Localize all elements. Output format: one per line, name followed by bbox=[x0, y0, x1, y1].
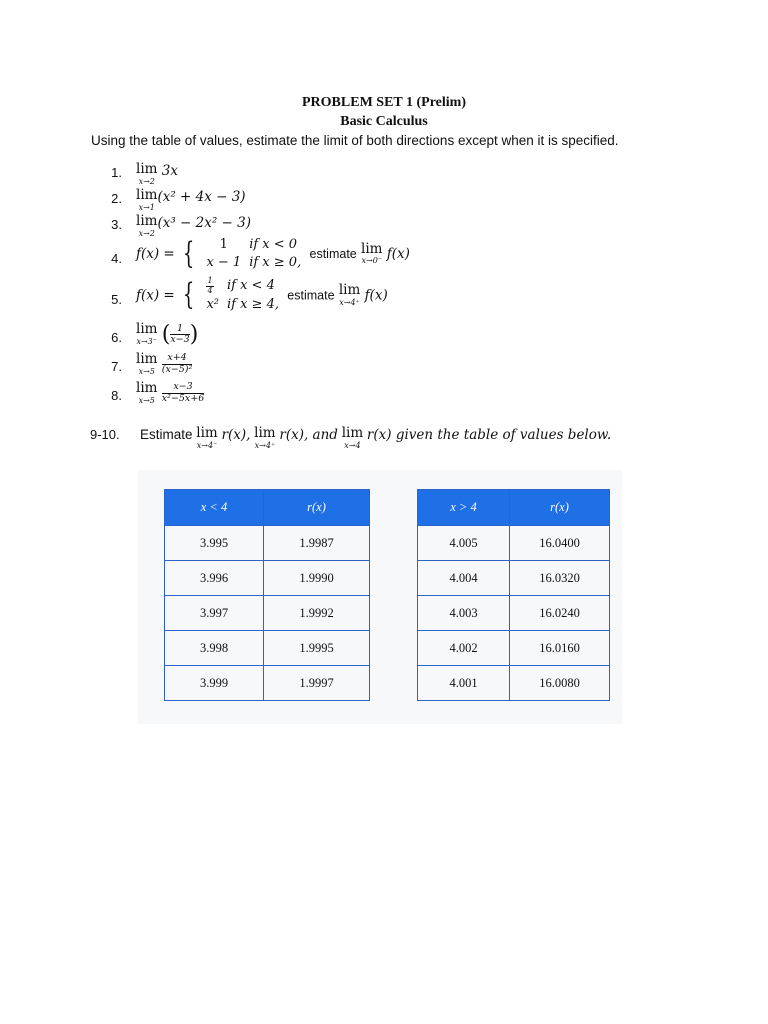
problem-3-body: (x³ − 2x² − 3) bbox=[157, 215, 251, 231]
values-table-left bbox=[164, 489, 370, 701]
problem-number: 3. bbox=[111, 217, 122, 232]
table-row: 3.998 1.9995 bbox=[165, 631, 370, 666]
problem-2-expression bbox=[136, 189, 246, 212]
brace-symbol: { bbox=[182, 236, 195, 271]
column-header: r(x) bbox=[264, 490, 370, 526]
problem-number: 5. bbox=[111, 292, 122, 307]
paren-right: ) bbox=[189, 322, 199, 347]
estimate-label: Estimate bbox=[140, 427, 193, 442]
limit-body: f(x) bbox=[364, 287, 388, 304]
page-title: PROBLEM SET 1 (Prelim) bbox=[302, 95, 466, 110]
limit-operator: lim x→3⁻ bbox=[136, 321, 158, 346]
table-row: 4.005 16.0400 bbox=[418, 526, 610, 561]
problem-7-expression: lim x→5 $\frac{x+4}{\text{(x−5)²}}$ bbox=[136, 351, 193, 376]
problem-4-expression bbox=[136, 236, 410, 272]
table-row: 3.995 1.9987 bbox=[165, 526, 370, 561]
problem-8-expression: lim x→5 $\frac{x-3}{\text{x²−5x+6}}$ bbox=[136, 380, 205, 405]
function-label: f(x) = bbox=[136, 287, 175, 304]
piecewise-cases: $\frac{1}{4}$ if x < 4 x² if x ≥ 4, bbox=[206, 276, 279, 312]
column-header: x < 4 bbox=[165, 490, 264, 526]
page-subtitle: Basic Calculus bbox=[340, 114, 428, 129]
problem-number: 2. bbox=[111, 191, 122, 206]
limit-operator: lim x→5 bbox=[136, 351, 158, 376]
problem-number: 8. bbox=[111, 388, 122, 403]
limit-operator: lim x→4⁻ bbox=[196, 425, 218, 450]
limit-operator: lim x→2 bbox=[136, 213, 158, 238]
limit-operator: lim x→1 bbox=[136, 187, 158, 212]
paren-left: ( bbox=[161, 322, 171, 347]
limit-operator: lim x→0⁻ bbox=[361, 240, 383, 266]
table-row: 4.004 16.0320 bbox=[418, 561, 610, 596]
limit-operator: lim x→4 bbox=[341, 425, 364, 450]
table-row: 3.996 1.9990 bbox=[165, 561, 370, 596]
problem-number: 7. bbox=[111, 359, 122, 374]
limit-operator: lim x→5 bbox=[136, 380, 158, 405]
limit-operator: lim x→4⁺ bbox=[338, 282, 361, 307]
table-row: 3.997 1.9992 bbox=[165, 596, 370, 631]
table-row: 3.999 1.9997 bbox=[165, 666, 370, 701]
limit-operator: lim x→2 bbox=[136, 161, 158, 186]
table-row: 4.003 16.0240 bbox=[418, 596, 610, 631]
problem-2-body: (x² + 4x − 3) bbox=[157, 189, 246, 205]
problem-number: 4. bbox=[111, 251, 122, 266]
problem-5-expression bbox=[136, 277, 388, 314]
brace-symbol: { bbox=[182, 277, 195, 313]
instruction-text: Using the table of values, estimate the limit of both directions except when it is specified. bbox=[91, 133, 619, 148]
problem-6-expression: lim x→3⁻ ( $\frac{1}{x-3}$ ) bbox=[136, 321, 199, 347]
limit-operator: lim x→4⁺ bbox=[254, 425, 276, 450]
problem-1-expression bbox=[136, 163, 178, 186]
column-header: x > 4 bbox=[418, 490, 510, 526]
column-header: r(x) bbox=[510, 490, 610, 526]
problem-number: 1. bbox=[111, 165, 122, 180]
function-label: f(x) = bbox=[136, 246, 175, 262]
piecewise-cases: 1 if x < 0 x − 1 if x ≥ 0, bbox=[206, 237, 302, 270]
estimate-label: estimate bbox=[287, 288, 335, 303]
problem-9-10-text: Estimate lim x→4⁻ r(x), lim x→4⁺ r(x), and lim x→4 r(x) given the table of values below. bbox=[140, 425, 612, 450]
problem-number: 6. bbox=[111, 330, 122, 345]
values-table-right bbox=[417, 489, 610, 701]
problem-3-expression bbox=[136, 215, 251, 238]
table-row: 4.001 16.0080 bbox=[418, 666, 610, 701]
problem-1-body: 3x bbox=[161, 163, 178, 179]
estimate-label: estimate bbox=[309, 247, 357, 261]
limit-body: f(x) bbox=[386, 246, 410, 262]
problem-number: 9-10. bbox=[90, 427, 120, 442]
table-row: 4.002 16.0160 bbox=[418, 631, 610, 666]
